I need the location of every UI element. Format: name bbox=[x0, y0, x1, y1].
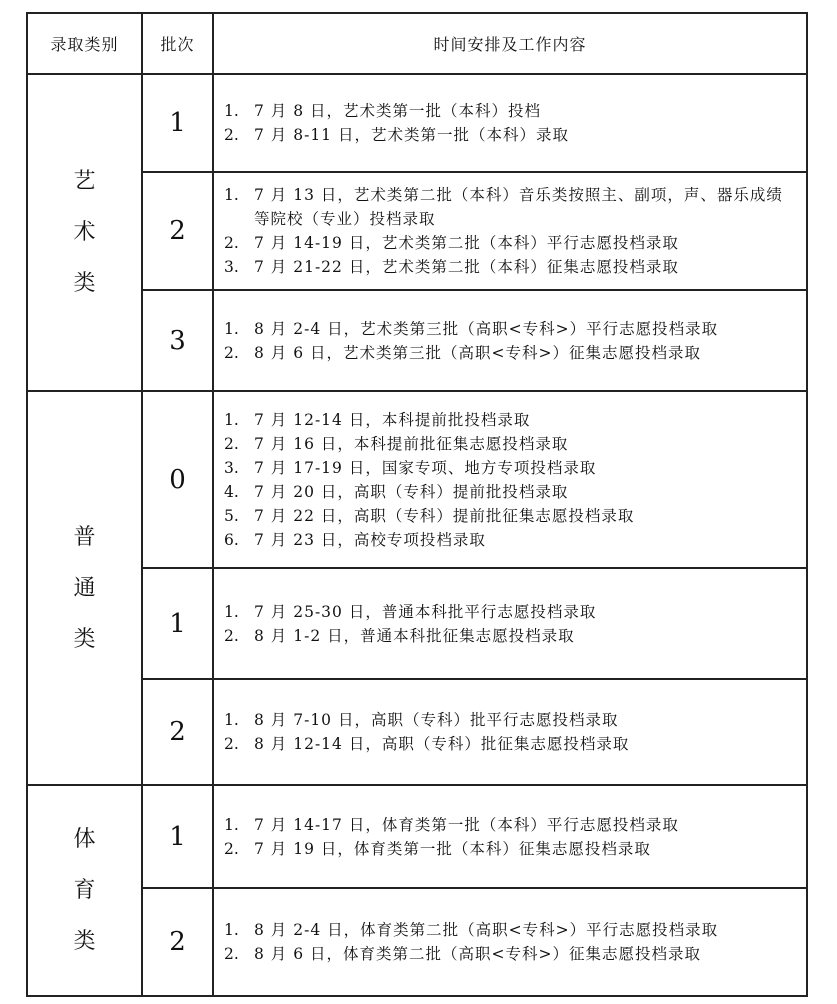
batch-number: 1 bbox=[142, 785, 213, 888]
schedule-items-cell bbox=[213, 391, 807, 568]
schedule-list bbox=[224, 99, 798, 147]
schedule-item bbox=[224, 528, 798, 552]
batch-number: 2 bbox=[142, 679, 213, 785]
schedule-list bbox=[224, 600, 798, 648]
schedule-item bbox=[224, 480, 798, 504]
schedule-item bbox=[224, 708, 798, 732]
category-cell bbox=[27, 785, 142, 996]
item-number: 1. bbox=[224, 815, 239, 834]
schedule-item bbox=[224, 183, 798, 231]
batch-number: 2 bbox=[142, 888, 213, 996]
category-char: 通 bbox=[73, 575, 96, 601]
item-text: 8 月 1-2 日，普通本科批征集志愿投档录取 bbox=[254, 626, 575, 645]
header-category: 录取类别 bbox=[27, 13, 142, 74]
item-text: 7 月 12-14 日，本科提前批投档录取 bbox=[254, 410, 531, 429]
item-number: 2. bbox=[224, 126, 239, 144]
batch-number: 1 bbox=[142, 74, 213, 172]
item-text: 7 月 19 日，体育类第一批（本科）征集志愿投档录取 bbox=[254, 839, 651, 858]
schedule-list bbox=[224, 813, 798, 861]
item-number: 6. bbox=[224, 530, 239, 549]
header-row bbox=[27, 13, 807, 74]
table-row bbox=[27, 74, 807, 172]
item-number: 2. bbox=[224, 234, 239, 252]
item-number: 5. bbox=[224, 506, 239, 525]
category-char: 艺 bbox=[73, 169, 96, 194]
item-number: 3. bbox=[224, 458, 239, 477]
item-text: 7 月 13 日，艺术类第二批（本科）音乐类按照主、副项，声、器乐成绩等院校（专业）投档录取 bbox=[254, 186, 783, 228]
item-text: 8 月 6 日，艺术类第三批（高职<专科>）征集志愿投档录取 bbox=[254, 343, 701, 362]
item-number: 2. bbox=[224, 626, 239, 645]
schedule-item bbox=[224, 456, 798, 480]
table-row bbox=[27, 679, 807, 785]
batch-number: 1 bbox=[142, 568, 213, 679]
table-row bbox=[27, 785, 807, 888]
category-char: 类 bbox=[73, 626, 96, 652]
item-text: 7 月 8-11 日，艺术类第一批（本科）录取 bbox=[254, 126, 569, 144]
schedule-list bbox=[224, 183, 798, 279]
category-cell bbox=[27, 74, 142, 391]
schedule-items-cell bbox=[213, 679, 807, 785]
schedule-items-cell bbox=[213, 568, 807, 679]
item-text: 7 月 25-30 日，普通本科批平行志愿投档录取 bbox=[254, 602, 597, 621]
schedule-item bbox=[224, 99, 798, 123]
schedule-list bbox=[224, 408, 798, 552]
schedule-item bbox=[224, 317, 798, 341]
item-number: 4. bbox=[224, 482, 239, 501]
item-text: 7 月 21-22 日，艺术类第二批（本科）征集志愿投档录取 bbox=[254, 258, 679, 276]
schedule-item bbox=[224, 504, 798, 528]
schedule-item bbox=[224, 813, 798, 837]
item-text: 8 月 2-4 日，艺术类第三批（高职<专科>）平行志愿投档录取 bbox=[254, 319, 719, 338]
item-number: 2. bbox=[224, 839, 239, 858]
item-text: 7 月 17-19 日，国家专项、地方专项投档录取 bbox=[254, 458, 597, 477]
schedule-items-cell bbox=[213, 172, 807, 290]
header-content: 时间安排及工作内容 bbox=[213, 13, 807, 74]
schedule-items-cell bbox=[213, 785, 807, 888]
schedule-item bbox=[224, 732, 798, 756]
schedule-item bbox=[224, 600, 798, 624]
category-cell bbox=[27, 391, 142, 785]
batch-number: 0 bbox=[142, 391, 213, 568]
category-char: 育 bbox=[73, 878, 96, 903]
schedule-items-cell bbox=[213, 74, 807, 172]
table-row bbox=[27, 888, 807, 996]
table-row bbox=[27, 568, 807, 679]
item-text: 7 月 14-17 日，体育类第一批（本科）平行志愿投档录取 bbox=[254, 815, 679, 834]
schedule-item bbox=[224, 255, 798, 279]
item-number: 2. bbox=[224, 434, 239, 453]
item-number: 1. bbox=[224, 319, 239, 338]
batch-number: 2 bbox=[142, 172, 213, 290]
category-char: 术 bbox=[73, 220, 96, 245]
item-text: 8 月 6 日，体育类第二批（高职<专科>）征集志愿投档录取 bbox=[254, 945, 701, 963]
table-row bbox=[27, 290, 807, 391]
schedule-list bbox=[224, 317, 798, 365]
item-text: 7 月 8 日，艺术类第一批（本科）投档 bbox=[254, 102, 542, 120]
category-char: 普 bbox=[73, 524, 96, 550]
item-text: 7 月 14-19 日，艺术类第二批（本科）平行志愿投档录取 bbox=[254, 234, 679, 252]
schedule-items-cell bbox=[213, 290, 807, 391]
item-text: 7 月 20 日，高职（专科）提前批投档录取 bbox=[254, 482, 569, 501]
category-char: 类 bbox=[73, 929, 96, 954]
item-text: 8 月 12-14 日，高职（专科）批征集志愿投档录取 bbox=[254, 735, 630, 753]
item-number: 2. bbox=[224, 343, 239, 362]
item-text: 8 月 7-10 日，高职（专科）批平行志愿投档录取 bbox=[254, 711, 619, 729]
item-text: 8 月 2-4 日，体育类第二批（高职<专科>）平行志愿投档录取 bbox=[254, 921, 719, 939]
schedule-item bbox=[224, 624, 798, 648]
category-char: 类 bbox=[73, 271, 96, 296]
item-number: 1. bbox=[224, 102, 239, 120]
batch-number: 3 bbox=[142, 290, 213, 391]
schedule-list bbox=[224, 918, 798, 966]
item-text: 7 月 16 日，本科提前批征集志愿投档录取 bbox=[254, 434, 569, 453]
item-number: 1. bbox=[224, 186, 239, 204]
item-text: 7 月 22 日，高职（专科）提前批征集志愿投档录取 bbox=[254, 506, 635, 525]
item-number: 2. bbox=[224, 735, 239, 753]
schedule-items-cell bbox=[213, 888, 807, 996]
item-number: 2. bbox=[224, 945, 239, 963]
schedule-item bbox=[224, 837, 798, 861]
item-text: 7 月 23 日，高校专项投档录取 bbox=[254, 530, 486, 549]
schedule-item bbox=[224, 408, 798, 432]
category-char: 体 bbox=[73, 827, 96, 852]
schedule-item bbox=[224, 432, 798, 456]
schedule-item bbox=[224, 918, 798, 942]
table-row bbox=[27, 172, 807, 290]
schedule-item bbox=[224, 341, 798, 365]
item-number: 1. bbox=[224, 602, 239, 621]
schedule-list bbox=[224, 708, 798, 756]
schedule-item bbox=[224, 123, 798, 147]
schedule-item bbox=[224, 942, 798, 966]
item-number: 1. bbox=[224, 410, 239, 429]
item-number: 3. bbox=[224, 258, 239, 276]
admission-schedule-table bbox=[26, 12, 808, 997]
header-batch: 批次 bbox=[142, 13, 213, 74]
schedule-item bbox=[224, 231, 798, 255]
item-number: 1. bbox=[224, 921, 239, 939]
table-row bbox=[27, 391, 807, 568]
item-number: 1. bbox=[224, 711, 239, 729]
